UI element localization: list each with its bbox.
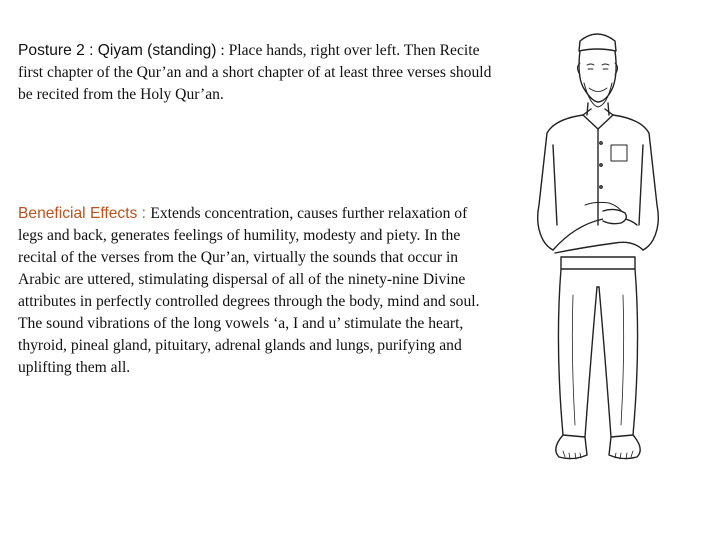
standing-man-qiyam-icon [525, 25, 670, 475]
effects-heading: Beneficial Effects : [18, 205, 151, 222]
posture-heading: Posture 2 : [18, 42, 98, 59]
posture-paragraph [18, 40, 493, 106]
posture-body: Place hands, right over left. Then Recite first chapter of the Qur’an and a short chapter of at least three verses should be recited from the Holy Qur’an. [18, 42, 492, 103]
beneficial-effects-paragraph [18, 203, 493, 379]
posture-separator: : [216, 42, 229, 59]
effects-body: Extends concentration, causes further relaxation of legs and back, generates feelings of humility, modesty and piety. In the recital of the verses from the Qur’an, virtually the sounds that occur in Arabic are uttered, stimulating dispersal of all of the ninety-nine Divine attributes in perfectly controlled degrees through the body, mind and soul. The sound vibrations of the long vowels ‘a, I and u’ stimulate the heart, thyroid, pineal gland, pituitary, adrenal glands and lungs, purifying and uplifting them all. [18, 205, 480, 376]
posture-term: Qiyam (standing) [97, 42, 217, 59]
